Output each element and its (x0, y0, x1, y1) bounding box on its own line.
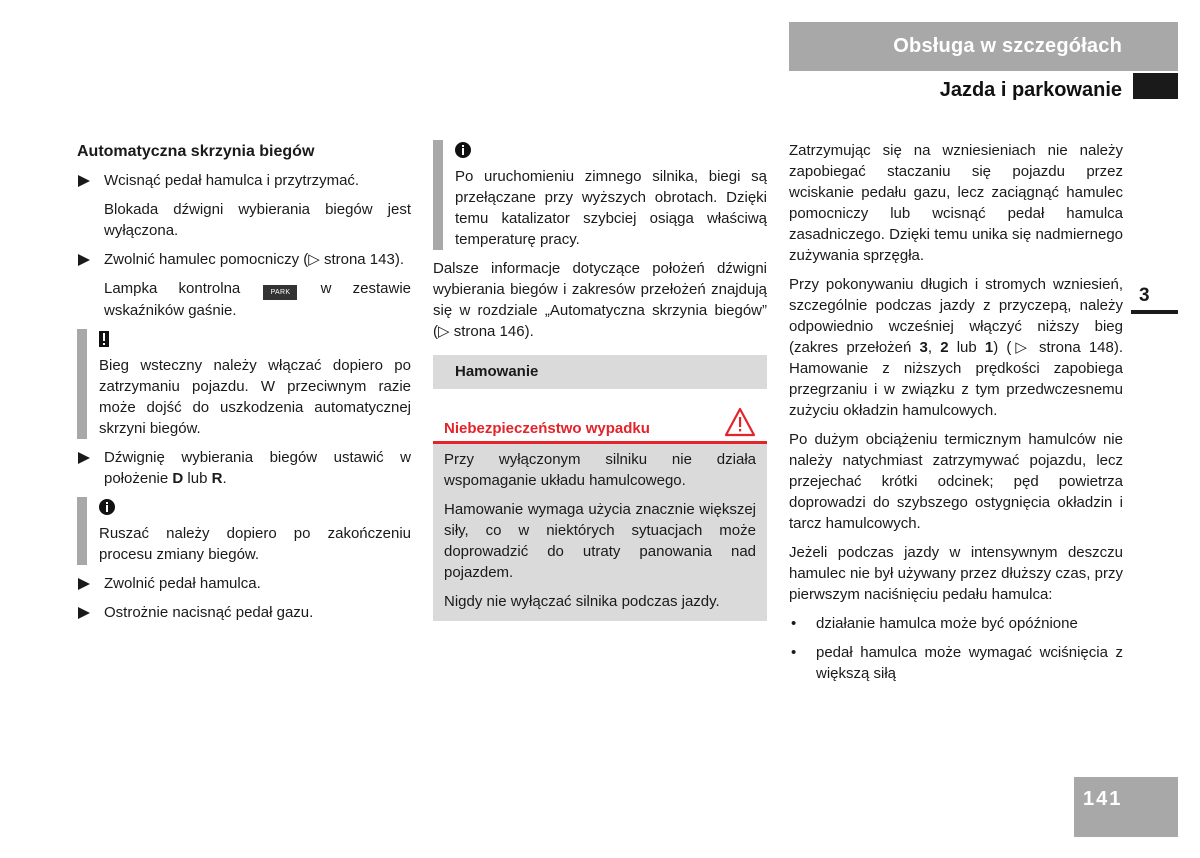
instruction-step (77, 249, 411, 270)
list-item: • działanie hamulca może być opóźnione (789, 613, 1123, 634)
paragraph: Jeżeli podczas jazdy w intensywnym deszczu hamulec nie był używany przez dłuższy czas, przy pierwszym naciśnięciu pedału hamulca: (789, 544, 1123, 603)
page-number: 141 (1083, 788, 1123, 810)
gear-2: 2 (940, 339, 949, 356)
paragraph-text: , (927, 339, 933, 356)
instruction-step (77, 170, 411, 191)
subsection-marker (1133, 73, 1178, 99)
parking-brake-indicator-icon: PARK (263, 285, 297, 300)
paragraph-text: ) (▷ strona 148). Hamowanie z niższych prędkości zapobiega przegrzaniu i w związku z tym przedwczesnemu zużyciu okładzin hamulcowych. (789, 339, 1124, 419)
danger-box (433, 401, 767, 621)
paragraph: Zatrzymując się na wzniesieniach nie należy zapobiegać staczaniu się pojazdu przez wciskanie pedału gazu, lecz zaciągnąć hamulec pomocniczy lub wcisnąć pedał hamulca zasadniczego. Dzięki temu unika się nadmiernego zużywania sprzęgła. (789, 142, 1123, 264)
page-number-box (1074, 777, 1178, 837)
danger-text: Przy wyłączonym silniku nie działa wspomaganie układu hamulcowego. (444, 451, 756, 489)
instruction-step (77, 602, 411, 623)
note-bar (433, 140, 443, 250)
warning-triangle-icon (724, 407, 756, 437)
step-result-text: w zestawie wskaźników gaśnie. (104, 280, 411, 319)
gear-d: D (172, 470, 184, 487)
gear-3: 3 (919, 339, 928, 356)
subsection-title: Jazda i parkowanie (939, 79, 1122, 101)
bullet-list (789, 613, 1123, 684)
paragraph: Dalsze informacje dotyczące położeń dźwigni wybierania biegów i zakresów przełożeń znajdują się w rozdziale „Automatyczna skrzynia biegów” (▷ strona 146). (433, 260, 767, 340)
column-left (77, 140, 411, 631)
step-text: Zwolnić hamulec pomocniczy (▷ strona 143). (104, 251, 404, 268)
gear-r: R (211, 470, 223, 487)
paragraph: Po dużym obciążeniu termicznym hamulców nie należy natychmiast zatrzymywać pojazdu, lecz przejechać krótki odcinek; pęd powietrza doprowadzi do szybszego ostygnięcia okładzin i tarcz hamulcowych. (789, 431, 1123, 532)
paragraph-text: lub (956, 339, 977, 356)
note-text: Po uruchomieniu zimnego silnika, biegi są przełączane przy wyższych obrotach. Dzięki temu katalizator szybciej osiąga właściwą temperaturę pracy. (455, 168, 767, 248)
subsection-heading: Hamowanie (433, 355, 767, 389)
step-arrow-icon (78, 175, 90, 187)
section-title: Obsługa w szczegółach (893, 35, 1122, 57)
step-result: Blokada dźwigni wybierania biegów jest wyłączona. (104, 201, 411, 239)
step-arrow-icon (78, 452, 90, 464)
info-note (433, 140, 767, 250)
step-arrow-icon (78, 254, 90, 266)
danger-header (433, 401, 767, 444)
instruction-step: Dźwignię wybierania biegów ustawić w położenie D lub R. (77, 447, 411, 489)
danger-text: Nigdy nie wyłączać silnika podczas jazdy. (444, 593, 720, 610)
column-middle (433, 140, 767, 621)
chapter-number: 3 (1139, 285, 1150, 306)
warning-note (77, 329, 411, 439)
note-bar (77, 329, 87, 439)
step-arrow-icon (78, 607, 90, 619)
danger-body (433, 444, 767, 621)
step-text: lub (187, 470, 208, 487)
step-result-text: Lampka kontrolna (104, 280, 241, 297)
step-text: Dźwignię wybierania biegów ustawić w położenie (104, 449, 411, 487)
paragraph-text: Przy pokonywaniu długich i stromych wzniesień, szczególnie podczas jazdy z przyczepą, należy odpowiednio wcześniej włączyć niższy bieg (zakres przełożeń (789, 276, 1123, 356)
danger-text: Hamowanie wymaga użycia znacznie większej siły, co w niektórych sytuacjach może doprowadzić do utraty panowania nad pojazdem. (444, 501, 756, 581)
step-arrow-icon (78, 578, 90, 590)
step-text: Wcisnąć pedał hamulca i przytrzymać. (104, 172, 360, 189)
note-text: Ruszać należy dopiero po zakończeniu procesu zmiany biegów. (99, 525, 411, 563)
column-right (789, 140, 1123, 692)
list-item: • pedał hamulca może wymagać wciśnięcia z większą siłą (789, 642, 1123, 684)
note-text: Bieg wsteczny należy włączać dopiero po zatrzymaniu pojazdu. W przeciwnym razie może dojść do uszkodzenia automatycznej skrzyni biegów. (99, 357, 411, 437)
note-bar (77, 497, 87, 565)
info-icon (455, 142, 471, 158)
info-note (77, 497, 411, 565)
step-result (77, 278, 411, 321)
danger-title: Niebezpieczeństwo wypadku (444, 420, 650, 437)
chapter-tab (1131, 280, 1178, 314)
instruction-step (77, 573, 411, 594)
gear-1: 1 (984, 339, 994, 356)
step-text: Ostrożnie nacisnąć pedał gazu. (104, 604, 314, 621)
paragraph (789, 274, 1123, 421)
step-text: Zwolnić pedał hamulca. (104, 575, 261, 592)
info-icon (99, 499, 115, 515)
exclamation-icon (99, 331, 109, 347)
section-header-bar (789, 22, 1178, 71)
section-heading: Automatyczna skrzynia biegów (77, 143, 315, 160)
